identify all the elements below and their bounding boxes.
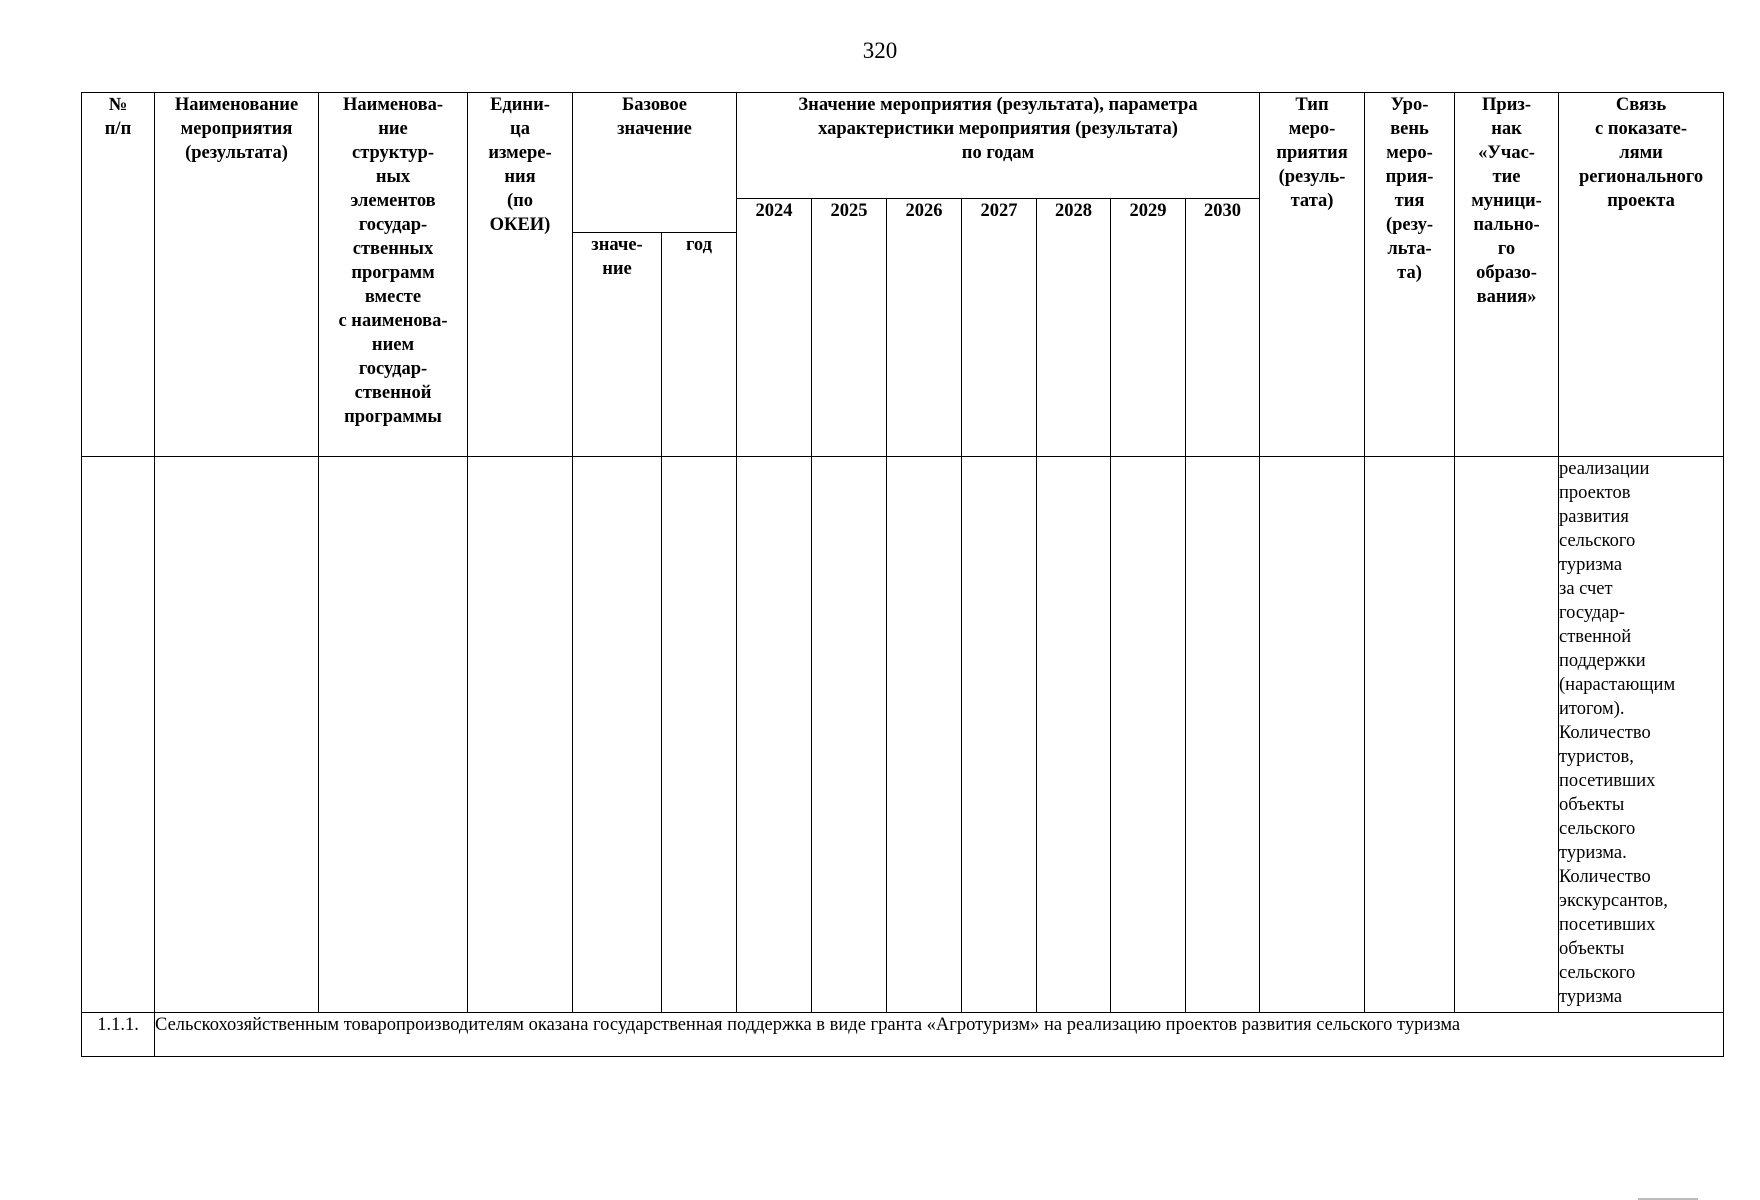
- empty-cell: [319, 457, 468, 1013]
- header-base-value-year: год: [662, 233, 737, 457]
- header-values-by-year: Значение мероприятия (результата), параметра характеристики мероприятия (результата) по годам: [737, 93, 1260, 199]
- header-base-value: Базовое значение: [573, 93, 737, 233]
- header-measure-name: Наименование мероприятия (результата): [155, 93, 319, 457]
- empty-cell: [887, 457, 962, 1013]
- empty-cell: [662, 457, 737, 1013]
- empty-cell: [1186, 457, 1260, 1013]
- empty-cell: [962, 457, 1037, 1013]
- section-row: [82, 1013, 1724, 1057]
- section-title: Сельскохозяйственным товаропроизводителям оказана государственная поддержка в виде гранта «Агротуризм» на реализацию проектов развития сельского туризма: [155, 1013, 1724, 1057]
- header-unit: Едини- ца измере- ния (по ОКЕИ): [468, 93, 573, 457]
- year-header: 2025: [812, 199, 887, 457]
- empty-cell: [1260, 457, 1365, 1013]
- empty-cell: [573, 457, 662, 1013]
- year-header: 2026: [887, 199, 962, 457]
- header-regional-link: Связь с показате- лями регионального проекта: [1559, 93, 1724, 457]
- year-header: 2030: [1186, 199, 1260, 457]
- header-base-value-value: значе- ние: [573, 233, 662, 457]
- empty-cell: [1111, 457, 1186, 1013]
- table-row: [82, 457, 1724, 1013]
- regional-link-text: реализации проектов развития сельского туризма за счет государ- ственной поддержки (нарастающим итогом). Количество туристов, посетивших объекты сельского туризма. Количество экскурсантов, посетивших объекты сельского туризма: [1559, 457, 1724, 1013]
- year-header: 2024: [737, 199, 812, 457]
- header-measure-type: Тип меро- приятия (резуль- тата): [1260, 93, 1365, 457]
- empty-cell: [155, 457, 319, 1013]
- header-measure-level: Уро- вень меро- прия- тия (резу- льта- та): [1365, 93, 1455, 457]
- empty-cell: [1037, 457, 1111, 1013]
- page-number: 320: [862, 38, 898, 63]
- empty-cell: [468, 457, 573, 1013]
- empty-cell: [82, 457, 155, 1013]
- year-header: 2027: [962, 199, 1037, 457]
- year-header: 2028: [1037, 199, 1111, 457]
- empty-cell: [1455, 457, 1559, 1013]
- header-number: № п/п: [82, 93, 155, 457]
- empty-cell: [737, 457, 812, 1013]
- header-municipal-participation: Приз- нак «Учас- тие муници- пально- го образо- вания»: [1455, 93, 1559, 457]
- measures-table: [81, 92, 1724, 1057]
- empty-cell: [812, 457, 887, 1013]
- section-number: 1.1.1.: [82, 1013, 155, 1057]
- year-header: 2029: [1111, 199, 1186, 457]
- header-structural-elements: Наименова- ние структур- ных элементов государ- ственных программ вместе с наименова- нием государ- ственной программы: [319, 93, 468, 457]
- empty-cell: [1365, 457, 1455, 1013]
